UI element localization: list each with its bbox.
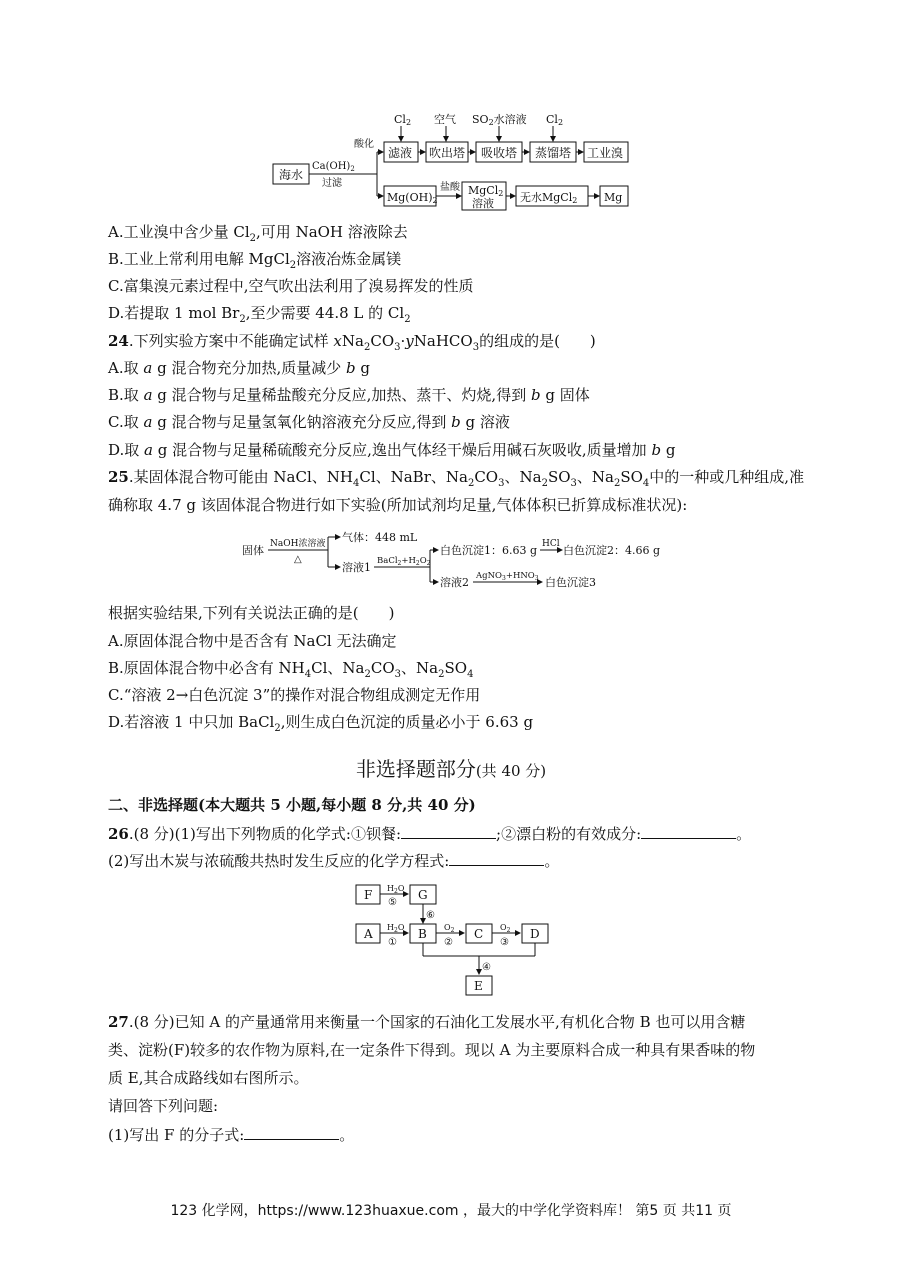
svg-text:白色沉淀1：6.63 g: 白色沉淀1：6.63 g: [440, 544, 538, 557]
svg-text:滤液: 滤液: [388, 146, 413, 160]
svg-text:溶液2: 溶液2: [440, 576, 469, 589]
svg-text:溶液: 溶液: [472, 197, 494, 210]
svg-text:O2: $O_2$: [444, 923, 455, 934]
svg-text:⑥: ⑥: [426, 910, 435, 921]
seawater-box: 海水: [279, 168, 304, 182]
svg-text:G: G: [418, 888, 428, 902]
q23-option-c: C.富集溴元素过程中,空气吹出法利用了溴易挥发的性质: [108, 277, 474, 295]
svg-text:NaOH浓溶液: NaOH浓溶液: [270, 539, 326, 549]
svg-text:Mg: Mg: [604, 191, 623, 204]
svg-text:固体: 固体: [242, 544, 264, 557]
svg-text:蒸馏塔: 蒸馏塔: [535, 146, 572, 160]
q23-option-a: A.工业溴中含少量 $Cl_2$,可用 NaOH 溶液除去: [108, 223, 408, 244]
svg-text:白色沉淀3: 白色沉淀3: [545, 576, 596, 589]
svg-text:BaCl2+H2O2: $BaCl_2+H_2O_2$: [377, 556, 431, 567]
svg-text:D: D: [530, 927, 540, 941]
q24-option-c: C.取 a g 混合物与足量氢氧化钠溶液充分反应,得到 b g 溶液: [108, 413, 510, 431]
q25-ask: 根据实验结果,下列有关说法正确的是( ): [108, 604, 395, 622]
svg-text:HCl: HCl: [542, 539, 560, 549]
svg-text:F: F: [364, 888, 373, 902]
q25-stem-line2: 确称取 4.7 g 该固体混合物进行如下实验(所加试剂均足量,气体体积已折算成标准状况):: [108, 496, 688, 514]
svg-text:③: ③: [500, 937, 509, 948]
answer-blank-equation[interactable]: [449, 850, 544, 866]
q25-option-d: D.若溶液 1 中只加 BaCl$_2$,则生成白色沉淀的质量必小于 6.63 g: [108, 713, 534, 734]
part-two-heading: 二、非选择题(本大题共 5 小题,每小题 8 分,共 40 分): [108, 796, 476, 814]
svg-text:①: ①: [388, 937, 397, 948]
svg-text:⑤: ⑤: [388, 897, 397, 908]
svg-text:MgCl2: MgCl2: [468, 184, 504, 198]
q26-line2: (2)写出木炭与浓硫酸共热时发生反应的化学方程式: 。: [108, 852, 560, 870]
svg-text:气体：448 mL: 气体：448 mL: [342, 531, 418, 544]
svg-text:过滤: 过滤: [322, 178, 342, 189]
q27-line2: 类、淀粉(F)较多的农作物为原料,在一定条件下得到。现以 A 为主要原料合成一种具有果香味的物: [108, 1041, 756, 1059]
q27-line5: (1)写出 F 的分子式: 。: [108, 1126, 355, 1144]
svg-text:吹出塔: 吹出塔: [429, 146, 466, 160]
svg-text:工业溴: 工业溴: [587, 146, 624, 160]
svg-text:Cl2: Cl2: [546, 113, 564, 127]
q25-option-c: C.“溶液 2→白色沉淀 3”的操作对混合物组成测定无作用: [108, 686, 481, 704]
q23-option-d: D.若提取 1 mol $Br_2$,至少需要 44.8 L 的 $Cl_2$: [108, 304, 411, 325]
svg-text:Mg(OH)2: Mg(OH)2: [387, 191, 438, 205]
q25-stem-line1: 25.某固体混合物可能由 NaCl、$NH_4Cl$、NaBr、$Na_2CO_3$、$Na_2SO_3$、$Na_2SO_4$中的一种或几种组成,准: [108, 468, 805, 489]
answer-blank-barium-meal[interactable]: [401, 823, 496, 839]
q24-option-b: B.取 a g 混合物与足量稀盐酸充分反应,加热、蒸干、灼烧,得到 b g 固体: [108, 386, 590, 404]
page-footer: 123 化学网，https://www.123huaxue.com ，最大的中学化学资料库！ 第5 页 共11 页: [170, 1203, 732, 1219]
q24-stem: 24.下列实验方案中不能确定试样 $xNa_2CO_3\cdot yNaHCO_3$的组成的是( ): [108, 332, 596, 353]
q26-line1: 26.(8 分)(1)写出下列物质的化学式:①钡餐: ;②漂白粉的有效成分: 。: [108, 825, 752, 843]
q23-option-b: B.工业上常利用电解 MgCl$_2$溶液冶炼金属镁: [108, 250, 402, 271]
svg-text:E: E: [474, 979, 483, 993]
q25-option-a: A.原固体混合物中是否含有 NaCl 无法确定: [108, 632, 397, 650]
svg-text:②: ②: [444, 937, 453, 948]
answer-blank-bleach[interactable]: [641, 823, 736, 839]
svg-text:酸化: 酸化: [354, 139, 374, 150]
svg-text:空气: 空气: [434, 113, 456, 126]
svg-text:AgNO3+HNO3: $AgNO_3+HNO_3$: [476, 571, 539, 582]
svg-text:O2: $O_2$: [500, 923, 511, 934]
svg-text:溶液1: 溶液1: [342, 561, 371, 574]
svg-text:白色沉淀2：4.66 g: 白色沉淀2：4.66 g: [563, 544, 661, 557]
q24-option-d: D.取 a g 混合物与足量稀硫酸充分反应,逸出气体经干燥后用碱石灰吸收,质量增加 b g: [108, 441, 676, 459]
svg-text:H2O: $H_2O$: [387, 923, 405, 934]
svg-text:④: ④: [482, 962, 491, 973]
svg-text:A: A: [364, 927, 373, 941]
answer-blank-f-formula[interactable]: [244, 1124, 339, 1140]
q27-line1: 27.(8 分)已知 A 的产量通常用来衡量一个国家的石油化工发展水平,有机化合物 B 也可以用含糖: [108, 1013, 746, 1031]
section-title: 非选择题部分(共 40 分): [355, 757, 547, 781]
svg-text:C: C: [474, 927, 484, 941]
svg-text:Cl2: Cl2: [394, 113, 412, 127]
q25-option-b: B.原固体混合物中必含有 $NH_4Cl$、$Na_2CO_3$、$Na_2SO_4$: [108, 659, 474, 680]
q27-line3: 质 E,其合成路线如右图所示。: [108, 1069, 309, 1087]
svg-text:B: B: [418, 927, 427, 941]
svg-text:H2O: $H_2O$: [387, 884, 405, 895]
organic-synthesis-diagram: [350, 880, 555, 1000]
svg-text:吸收塔: 吸收塔: [481, 146, 518, 160]
q24-option-a: A.取 a g 混合物充分加热,质量减少 b g: [108, 359, 370, 377]
q27-line4: 请回答下列问题:: [108, 1097, 219, 1115]
svg-text:无水MgCl2: 无水MgCl2: [520, 191, 578, 205]
solid-mixture-flow-diagram: [240, 525, 670, 597]
svg-text:SO2水溶液: SO2水溶液: [472, 113, 527, 127]
seawater-flow-diagram: [270, 110, 640, 220]
svg-text:Ca(OH)2: $Ca(OH)_2$: [312, 161, 355, 173]
svg-text:盐酸: 盐酸: [440, 182, 460, 193]
svg-text:△: △: [294, 554, 302, 565]
